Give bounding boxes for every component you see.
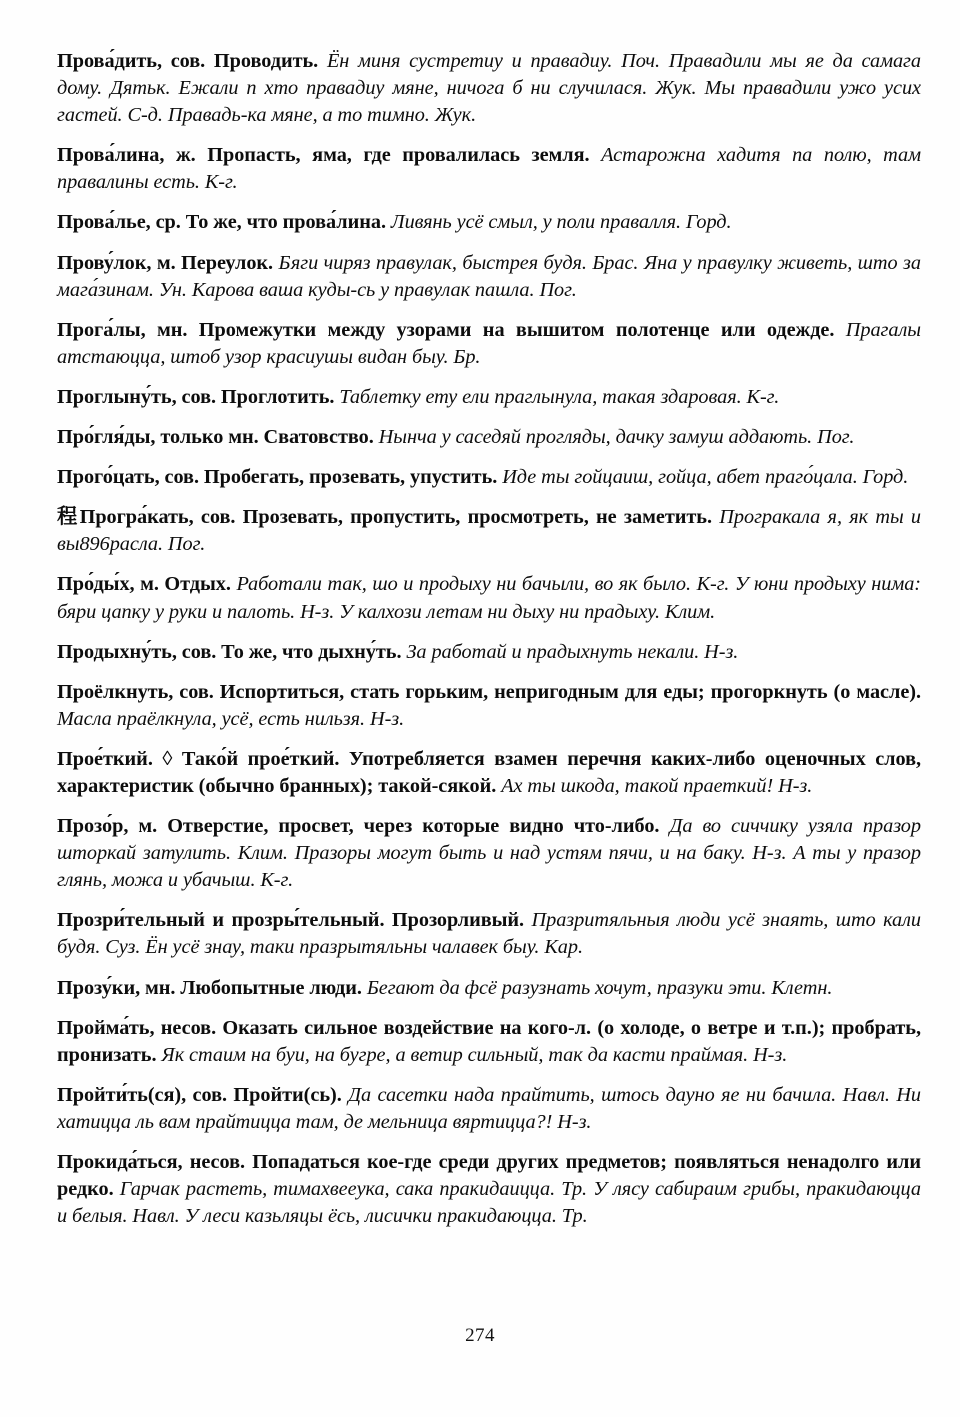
text-column	[57, 48, 921, 1230]
entry-example: Гарчак растеть, тимахвееука, сака пракидаицца. Тр. У лясу сабираим грибы, пракидаюцца и белыя. Навл. У леси казьляцы ёсь, лисички пракидаюцца. Тр.	[57, 1178, 921, 1228]
dictionary-entry	[57, 746, 921, 800]
entry-headword: Проёлкнуть, сов. Испортиться, стать горьким, непригодным для еды; прогоркнуть (о масле).	[57, 680, 921, 703]
dictionary-entry	[57, 142, 921, 196]
dictionary-entry	[57, 384, 921, 411]
entry-example: Да во сиччику узяла празор шторкай затулить. Клим. Празоры могут быть и над устям пячи, и на баку. Н-з. А ты у празор глянь, можа и убачыш. К-г.	[57, 815, 921, 892]
entry-example: Програкала я, як ты и вы896расла. Пог.	[57, 506, 922, 556]
dictionary-entry	[57, 209, 921, 236]
entry-headword: Пройти́ть(ся), сов. Пройти(сь).	[57, 1083, 342, 1106]
entry-headword: Прого́цать, сов. Пробегать, прозевать, упустить.	[57, 466, 498, 489]
dictionary-entry	[57, 639, 921, 666]
entry-headword: Прокида́ться, несов. Попадаться кое-где среди других предметов; появляться ненадолго или редко.	[57, 1151, 921, 1201]
entry-example: Таблетку ету ели праглынула, такая здаровая. К-г.	[339, 385, 780, 408]
dictionary-entry	[57, 679, 921, 733]
entry-headword: Прову́лок, м. Переулок.	[57, 251, 274, 274]
dictionary-entry	[57, 250, 921, 304]
entry-headword: Прова́дить, сов. Проводить.	[57, 50, 319, 72]
entry-headword: Прозу́ки, мн. Любопытные люди.	[57, 976, 362, 999]
entry-headword: 程Програ́кать, сов. Прозевать, пропустить, просмотреть, не заметить.	[57, 506, 712, 529]
dictionary-entry	[57, 464, 921, 491]
entry-headword: Прозо́р, м. Отверстие, просвет, через которые видно что-либо.	[57, 815, 660, 838]
dictionary-entry	[57, 424, 921, 451]
dictionary-entry	[57, 813, 921, 894]
dictionary-entry	[57, 504, 921, 558]
entry-example: Ён миня сустретиу и правадиу. Поч. Правадили мы яе да самага дому. Дятьк. Ежали п хто правадиу мяне, ничога б ни случилася. Жук. Мы правадили ужо усих гастей. С-д. Правадь-ка мяне, а то тимно. Жук.	[57, 50, 922, 127]
entry-example: Астарожна хадитя па полю, там правалины есть. К-г.	[57, 144, 921, 194]
entry-headword: Прое́ткий.	[57, 747, 153, 770]
entry-headword: Прова́лье, ср. То же, что прова́лина.	[57, 211, 386, 234]
dictionary-entry	[57, 571, 921, 625]
page-number: 274	[465, 1325, 495, 1346]
dictionary-entry	[57, 317, 921, 371]
entry-example: Бегают да фсё разузнать хочут, празуки эти. Клетн.	[366, 976, 833, 999]
entry-example: Нынча у саседяй прогляды, дачку замуш аддають. Пог.	[378, 426, 855, 449]
dictionary-entry	[57, 907, 921, 961]
entry-example: Ах ты шкода, такой праеткий! Н-з.	[501, 774, 813, 797]
entry-example: Иде ты гойцаиш, гойца, абет праго́цала. Горд.	[502, 466, 909, 489]
entry-headword: Пройма́ть, несов. Оказать сильное воздействие на кого-л. (о холоде, о ветре и т.п.); пробрать, пронизать.	[57, 1016, 921, 1066]
entry-headword: Продыхну́ть, сов. То же, что дыхну́ть.	[57, 640, 402, 663]
entry-example: Работали так, шо и продыху ни бачыли, во як было. К-г. У юни продыху нима: бяри цапку у руки и палоть. Н-з. У калхози летам ни дыху ни прадыху. Клим.	[57, 573, 922, 623]
phraseme-lozenge-icon: ◊	[162, 747, 173, 770]
entry-subheadword: Тако́й прое́ткий. Употребляется взамен перечня каких-либо оценочных слов, характеристик (обычно бранных); такой-сякой.	[57, 747, 921, 797]
entry-headword: Прова́лина, ж. Пропасть, яма, где провалилась земля.	[57, 144, 590, 167]
entry-headword: Прозри́тельный и прозры́тельный. Прозорливый.	[57, 909, 525, 932]
dictionary-entry	[57, 1015, 921, 1069]
entry-example: За работай и прадыхнуть некали. Н-з.	[406, 640, 739, 663]
dictionary-entry	[57, 48, 921, 129]
entry-headword: Проглыну́ть, сов. Проглотить.	[57, 385, 335, 408]
entry-example: Як стаим на буи, на бугре, а ветир сильный, так да касти праймая. Н-з.	[161, 1043, 788, 1066]
entry-example: Бяги чиряз правулак, быстрея будя. Брас. Яна у правулку живеть, што за мага́зинам. Ун. Карова ваша куды-сь у правулак пашла. Пог.	[57, 251, 922, 301]
dictionary-entry	[57, 1082, 921, 1136]
entry-example: Ливянь усё смыл, у поли правалля. Горд.	[390, 211, 732, 234]
dictionary-entry	[57, 1149, 921, 1230]
entry-example: Прагалы атстаюцца, штоб узор красиушы видан быу. Бр.	[57, 318, 921, 368]
entry-example: Да сасетки нада прайтить, штось дауно яе ни бачила. Навл. Ни хатицца ль вам прайтицца там, де мельница вяртицца?! Н-з.	[57, 1083, 922, 1133]
dictionary-entry	[57, 975, 921, 1002]
entry-headword: Про́гля́ды, только мн. Сватовство.	[57, 426, 374, 449]
entry-headword: Прога́лы, мн. Промежутки между узорами на вышитом полотенце или одежде.	[57, 318, 835, 341]
entry-headword: Про́ды́х, м. Отдых.	[57, 573, 231, 596]
entry-example: Празритяльныя люди усё знаять, што кали будя. Суз. Ён усё знау, таки празрытяльны чалавек быу. Кар.	[57, 909, 922, 959]
entry-example: Масла праёлкнула, усё, есть нильзя. Н-з.	[57, 707, 405, 730]
